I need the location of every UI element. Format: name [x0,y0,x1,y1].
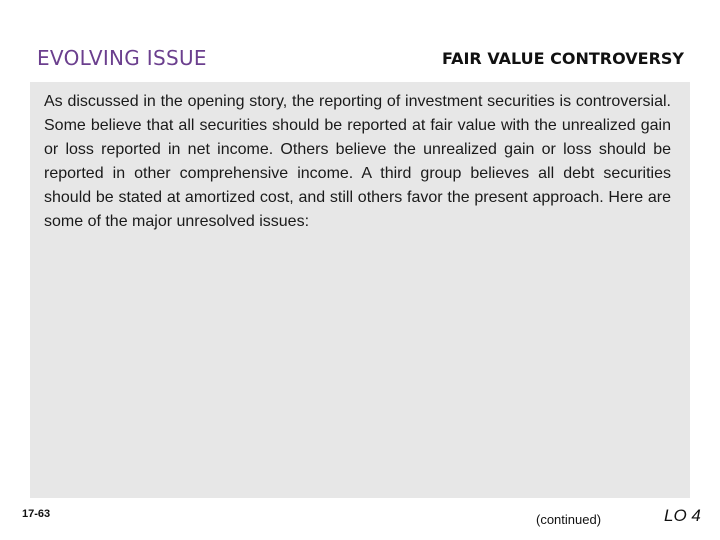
section-title: EVOLVING ISSUE [37,46,207,70]
page-title: FAIR VALUE CONTROVERSY [442,49,684,68]
body-paragraph: As discussed in the opening story, the reporting of investment securities is controversial. Some believe that all securities should be reported at fair value with the unrealized gain or loss reported in net income. Others believe the unrealized gain or loss should be reported in other comprehensive income. A third group believes all debt securities should be stated at amortized cost, and still others favor the present approach. Here are some of the major unresolved issues: [44,93,671,230]
learning-objective-label: LO 4 [664,506,701,525]
slide-number: 17-63 [22,508,51,520]
continued-label: (continued) [536,512,602,527]
